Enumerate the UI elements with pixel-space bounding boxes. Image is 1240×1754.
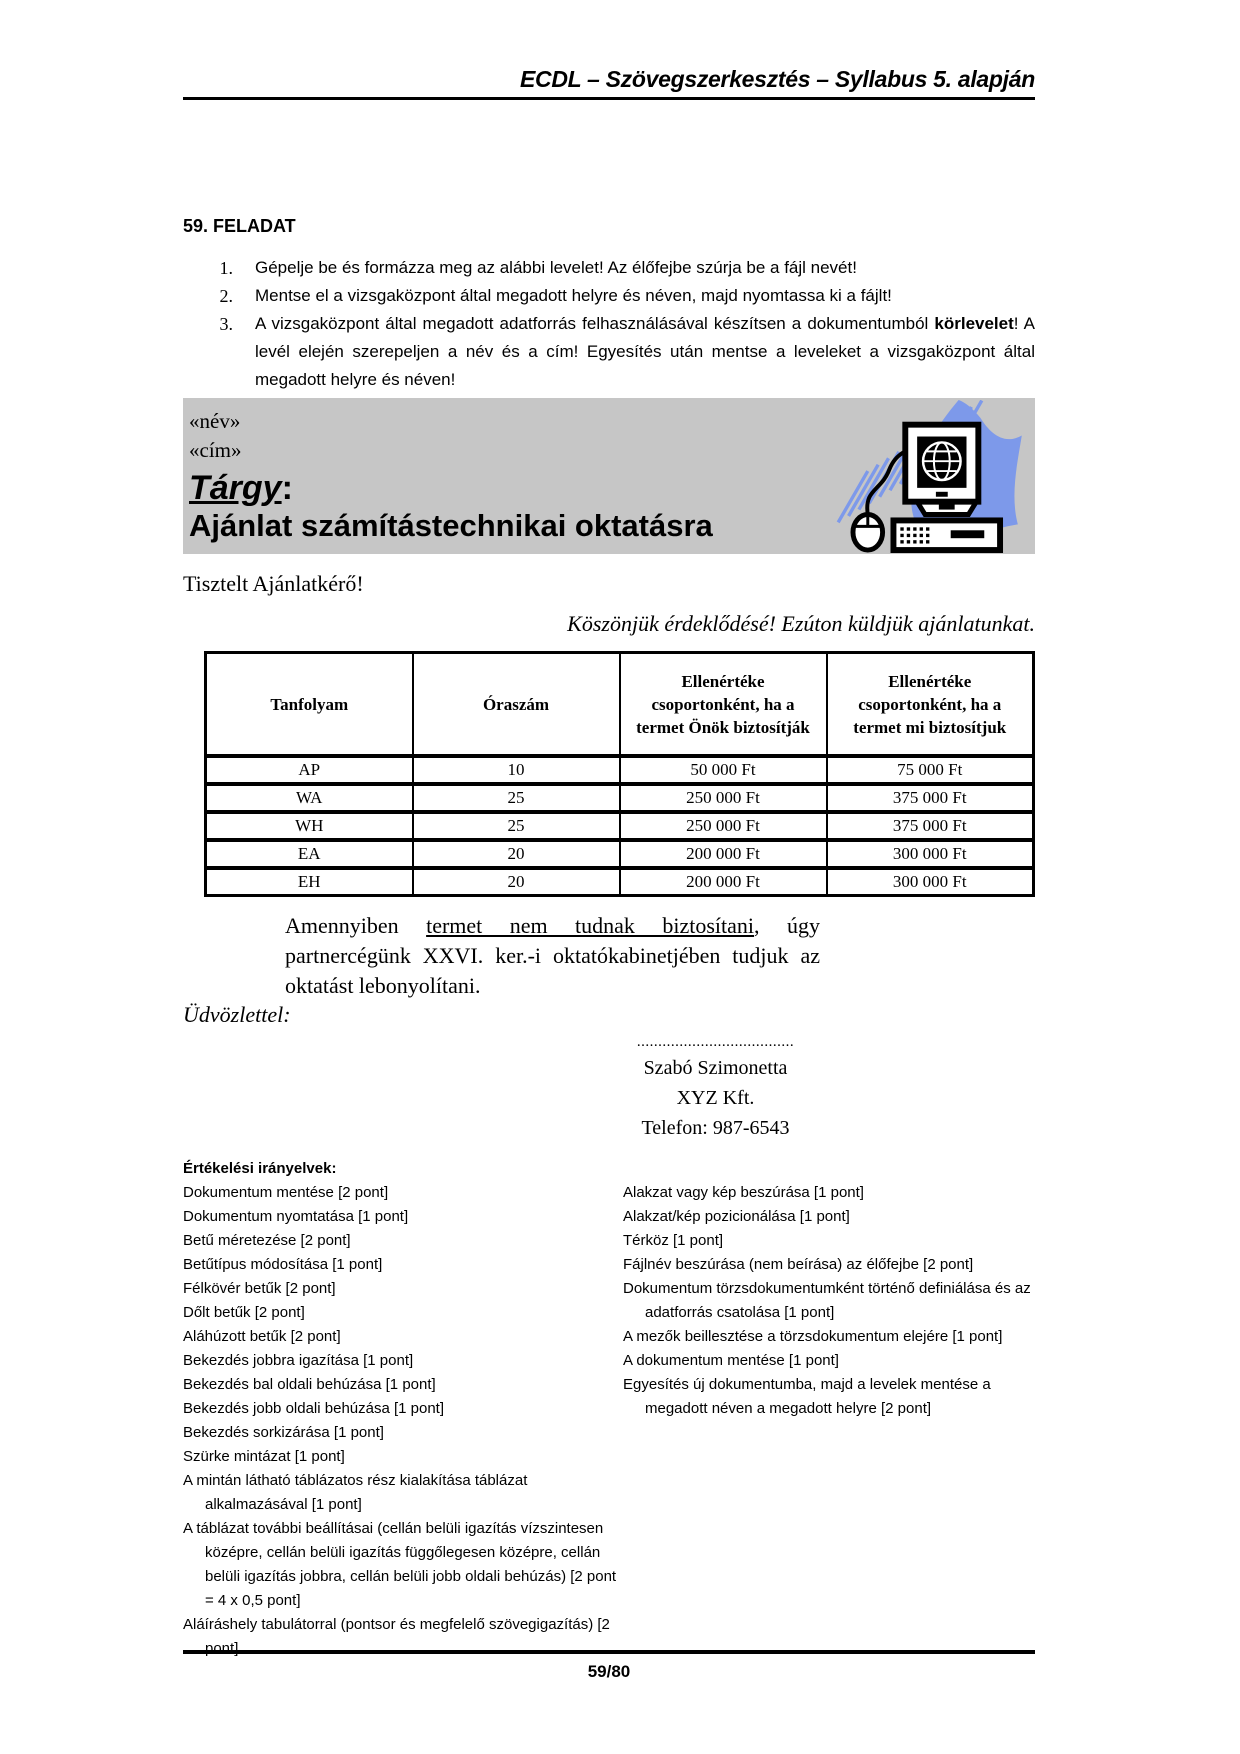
table-cell: 20 <box>413 840 620 868</box>
table-cell: 20 <box>413 868 620 896</box>
table-cell: 250 000 Ft <box>620 812 827 840</box>
text: Gépelje be és formázza meg az alábbi levelet! Az élőfejbe szúrja be a fájl nevét! <box>255 258 857 277</box>
page-header <box>183 66 1035 100</box>
table-row <box>206 868 1034 896</box>
keyboard-key-dot <box>926 527 929 530</box>
table-header-cell: Óraszám <box>413 653 620 757</box>
eval-item: Dőlt betűk [2 pont] <box>183 1304 305 1321</box>
letter-greeting: Tisztelt Ajánlatkérő! <box>183 571 364 596</box>
subject-label: Tárgy <box>189 469 282 507</box>
swoosh-stripe <box>859 458 889 509</box>
table-cell: 375 000 Ft <box>827 812 1034 840</box>
signature-dots: ..................................... <box>636 1034 795 1050</box>
underlined-text: termet nem tudnak biztosítani <box>426 913 755 938</box>
document-page <box>183 0 1035 1661</box>
keyboard-key-dot <box>907 527 910 530</box>
table-cell: 300 000 Ft <box>827 868 1034 896</box>
eval-item: Dokumentum nyomtatása [1 pont] <box>183 1208 409 1225</box>
table-cell: EH <box>206 868 413 896</box>
task-list-item <box>183 254 1035 282</box>
table-cell: 200 000 Ft <box>620 868 827 896</box>
computer-clipart-icon <box>833 400 1023 553</box>
letter-title: Ajánlat számítástechnikai oktatásra <box>189 508 713 543</box>
eval-item: Térköz [1 pont] <box>623 1232 724 1249</box>
table-cell: WA <box>206 784 413 812</box>
price-table-head <box>206 653 1034 757</box>
keyboard-key-dot <box>913 527 916 530</box>
table-header-cell: Tanfolyam <box>206 653 413 757</box>
task-list-item <box>183 282 1035 310</box>
signature-block <box>608 1031 823 1143</box>
signature-company: XYZ Kft. <box>676 1087 755 1109</box>
eval-item: Dokumentum törzsdokumentumként történő definiálása és az adatforrás csatolása [1 pont] <box>623 1280 1031 1321</box>
letter-intro: Köszönjük érdeklődésé! Ezúton küldjük ajánlatunkat. <box>567 611 1035 636</box>
table-cell: 50 000 Ft <box>620 756 827 784</box>
signature-name: Szabó Szimonetta <box>643 1057 788 1079</box>
keyboard-key-dot <box>920 540 923 543</box>
table-row <box>206 756 1034 784</box>
eval-item: A táblázat további beállításai (cellán belüli igazítás vízszintesen középre, cellán belüli igazítás függőlegesen középre, cellán belüli igazítás jobbra, cellán belüli jobb oldali behúzás) [2 pont = 4 x 0,5 pont] <box>183 1520 617 1609</box>
keyboard-bar <box>951 530 985 538</box>
text: Amennyiben <box>285 913 427 938</box>
eval-item: Aláhúzott betűk [2 pont] <box>183 1328 341 1345</box>
eval-item: Betűtípus módosítása [1 pont] <box>183 1256 383 1273</box>
table-cell: AP <box>206 756 413 784</box>
keyboard-key-dot <box>900 527 903 530</box>
evaluation-section <box>183 1157 1035 1661</box>
keyboard-key-dot <box>900 534 903 537</box>
keyboard-key-dot <box>926 540 929 543</box>
text: ! A levél elején szerepeljen a név és a cím! Egyesítés után mentse a leveleket a vizsgaközpont által megadott helyre és néven! <box>255 314 1035 389</box>
keyboard-key-dot <box>907 534 910 537</box>
task-item-number: 2. <box>219 286 233 306</box>
table-cell: 25 <box>413 784 620 812</box>
eval-item: Betű méretezése [2 pont] <box>183 1232 351 1249</box>
task-list <box>183 254 1035 394</box>
evaluation-list-right <box>623 1181 1043 1421</box>
table-row <box>206 840 1034 868</box>
course-price-table <box>204 651 1035 897</box>
merge-field: «cím» <box>189 438 242 462</box>
task-list-item <box>183 310 1035 394</box>
eval-item: A mintán látható táblázatos rész kialakítása táblázat alkalmazásával [1 pont] <box>183 1472 528 1513</box>
eval-item: Bekezdés bal oldali behúzása [1 pont] <box>183 1376 436 1393</box>
merge-field: «név» <box>189 409 241 433</box>
table-cell: 10 <box>413 756 620 784</box>
text: A vizsgaközpont által megadott adatforrás felhasználásával készítsen a dokumentumból <box>255 314 935 333</box>
eval-item: Fájlnév beszúrása (nem beírása) az élőfejbe [2 pont] <box>623 1256 974 1273</box>
table-cell: 250 000 Ft <box>620 784 827 812</box>
keyboard-key-dot <box>926 534 929 537</box>
eval-item: Bekezdés jobb oldali behúzása [1 pont] <box>183 1400 445 1417</box>
price-table-header-row <box>206 653 1034 757</box>
table-row <box>206 812 1034 840</box>
eval-item: Bekezdés sorkizárása [1 pont] <box>183 1424 384 1441</box>
eval-item: Szürke mintázat [1 pont] <box>183 1448 345 1465</box>
subject-colon: : <box>281 469 293 507</box>
header-title: ECDL – Szövegszerkesztés – Syllabus 5. alapján <box>519 66 1035 92</box>
table-header-cell: Ellenértéke csoportonként, ha a termet Önök biztosítják <box>620 653 827 757</box>
table-cell: WH <box>206 812 413 840</box>
table-cell: EA <box>206 840 413 868</box>
task-item-text <box>255 282 1035 310</box>
evaluation-heading: Értékelési irányelvek: <box>183 1160 337 1177</box>
table-cell: 200 000 Ft <box>620 840 827 868</box>
text: , úgy partnercégünk XXVI. ker.-i oktatókabinetjében tudjuk az oktatást lebonyolítani. <box>285 913 820 998</box>
eval-item: Alakzat vagy kép beszúrása [1 pont] <box>623 1184 864 1201</box>
table-cell: 375 000 Ft <box>827 784 1034 812</box>
eval-item: Egyesítés új dokumentumba, majd a levelek mentése a megadott néven a megadott helyre [2 pont] <box>623 1376 991 1417</box>
keyboard-key-dot <box>913 534 916 537</box>
task-item-number: 1. <box>219 258 233 278</box>
closing-paragraph <box>285 911 820 1001</box>
text: Mentse el a vizsgaközpont által megadott helyre és néven, majd nyomtassa ki a fájlt! <box>255 286 892 305</box>
page-footer <box>183 1650 1035 1682</box>
keyboard-key-dot <box>920 534 923 537</box>
page-number: 59/80 <box>587 1662 631 1681</box>
eval-item: Félkövér betűk [2 pont] <box>183 1280 336 1297</box>
keyboard-key-dot <box>900 540 903 543</box>
monitor-button <box>936 492 948 497</box>
table-row <box>206 784 1034 812</box>
keyboard-key-dot <box>920 527 923 530</box>
eval-item: Alakzat/kép pozicionálása [1 pont] <box>623 1208 850 1225</box>
table-header-cell: Ellenértéke csoportonként, ha a termet mi biztosítjuk <box>827 653 1034 757</box>
eval-item: Dokumentum mentése [2 pont] <box>183 1184 389 1201</box>
keyboard-key-dot <box>913 540 916 543</box>
keyboard-key-dot <box>907 540 910 543</box>
evaluation-list-left <box>183 1181 623 1661</box>
bold-text: körlevelet <box>934 314 1014 333</box>
signature-phone: Telefon: 987-6543 <box>641 1117 790 1139</box>
regards-line: Üdvözlettel: <box>183 1002 291 1027</box>
letter-panel <box>183 398 1035 554</box>
eval-item: A dokumentum mentése [1 pont] <box>623 1352 839 1369</box>
task-item-text <box>255 254 1035 282</box>
evaluation-column-right <box>623 1157 1043 1661</box>
table-cell: 75 000 Ft <box>827 756 1034 784</box>
table-cell: 25 <box>413 812 620 840</box>
eval-item: A mezők beillesztése a törzsdokumentum elejére [1 pont] <box>623 1328 1003 1345</box>
table-cell: 300 000 Ft <box>827 840 1034 868</box>
evaluation-column-left <box>183 1157 623 1661</box>
task-item-text <box>255 310 1035 394</box>
price-table-body <box>206 756 1034 896</box>
eval-item: Aláíráshely tabulátorral (pontsor és megfelelő szövegigazítás) [2 pont] <box>183 1616 610 1657</box>
task-item-number: 3. <box>219 314 233 334</box>
task-title: 59. FELADAT <box>183 216 296 236</box>
eval-item: Bekezdés jobbra igazítása [1 pont] <box>183 1352 414 1369</box>
